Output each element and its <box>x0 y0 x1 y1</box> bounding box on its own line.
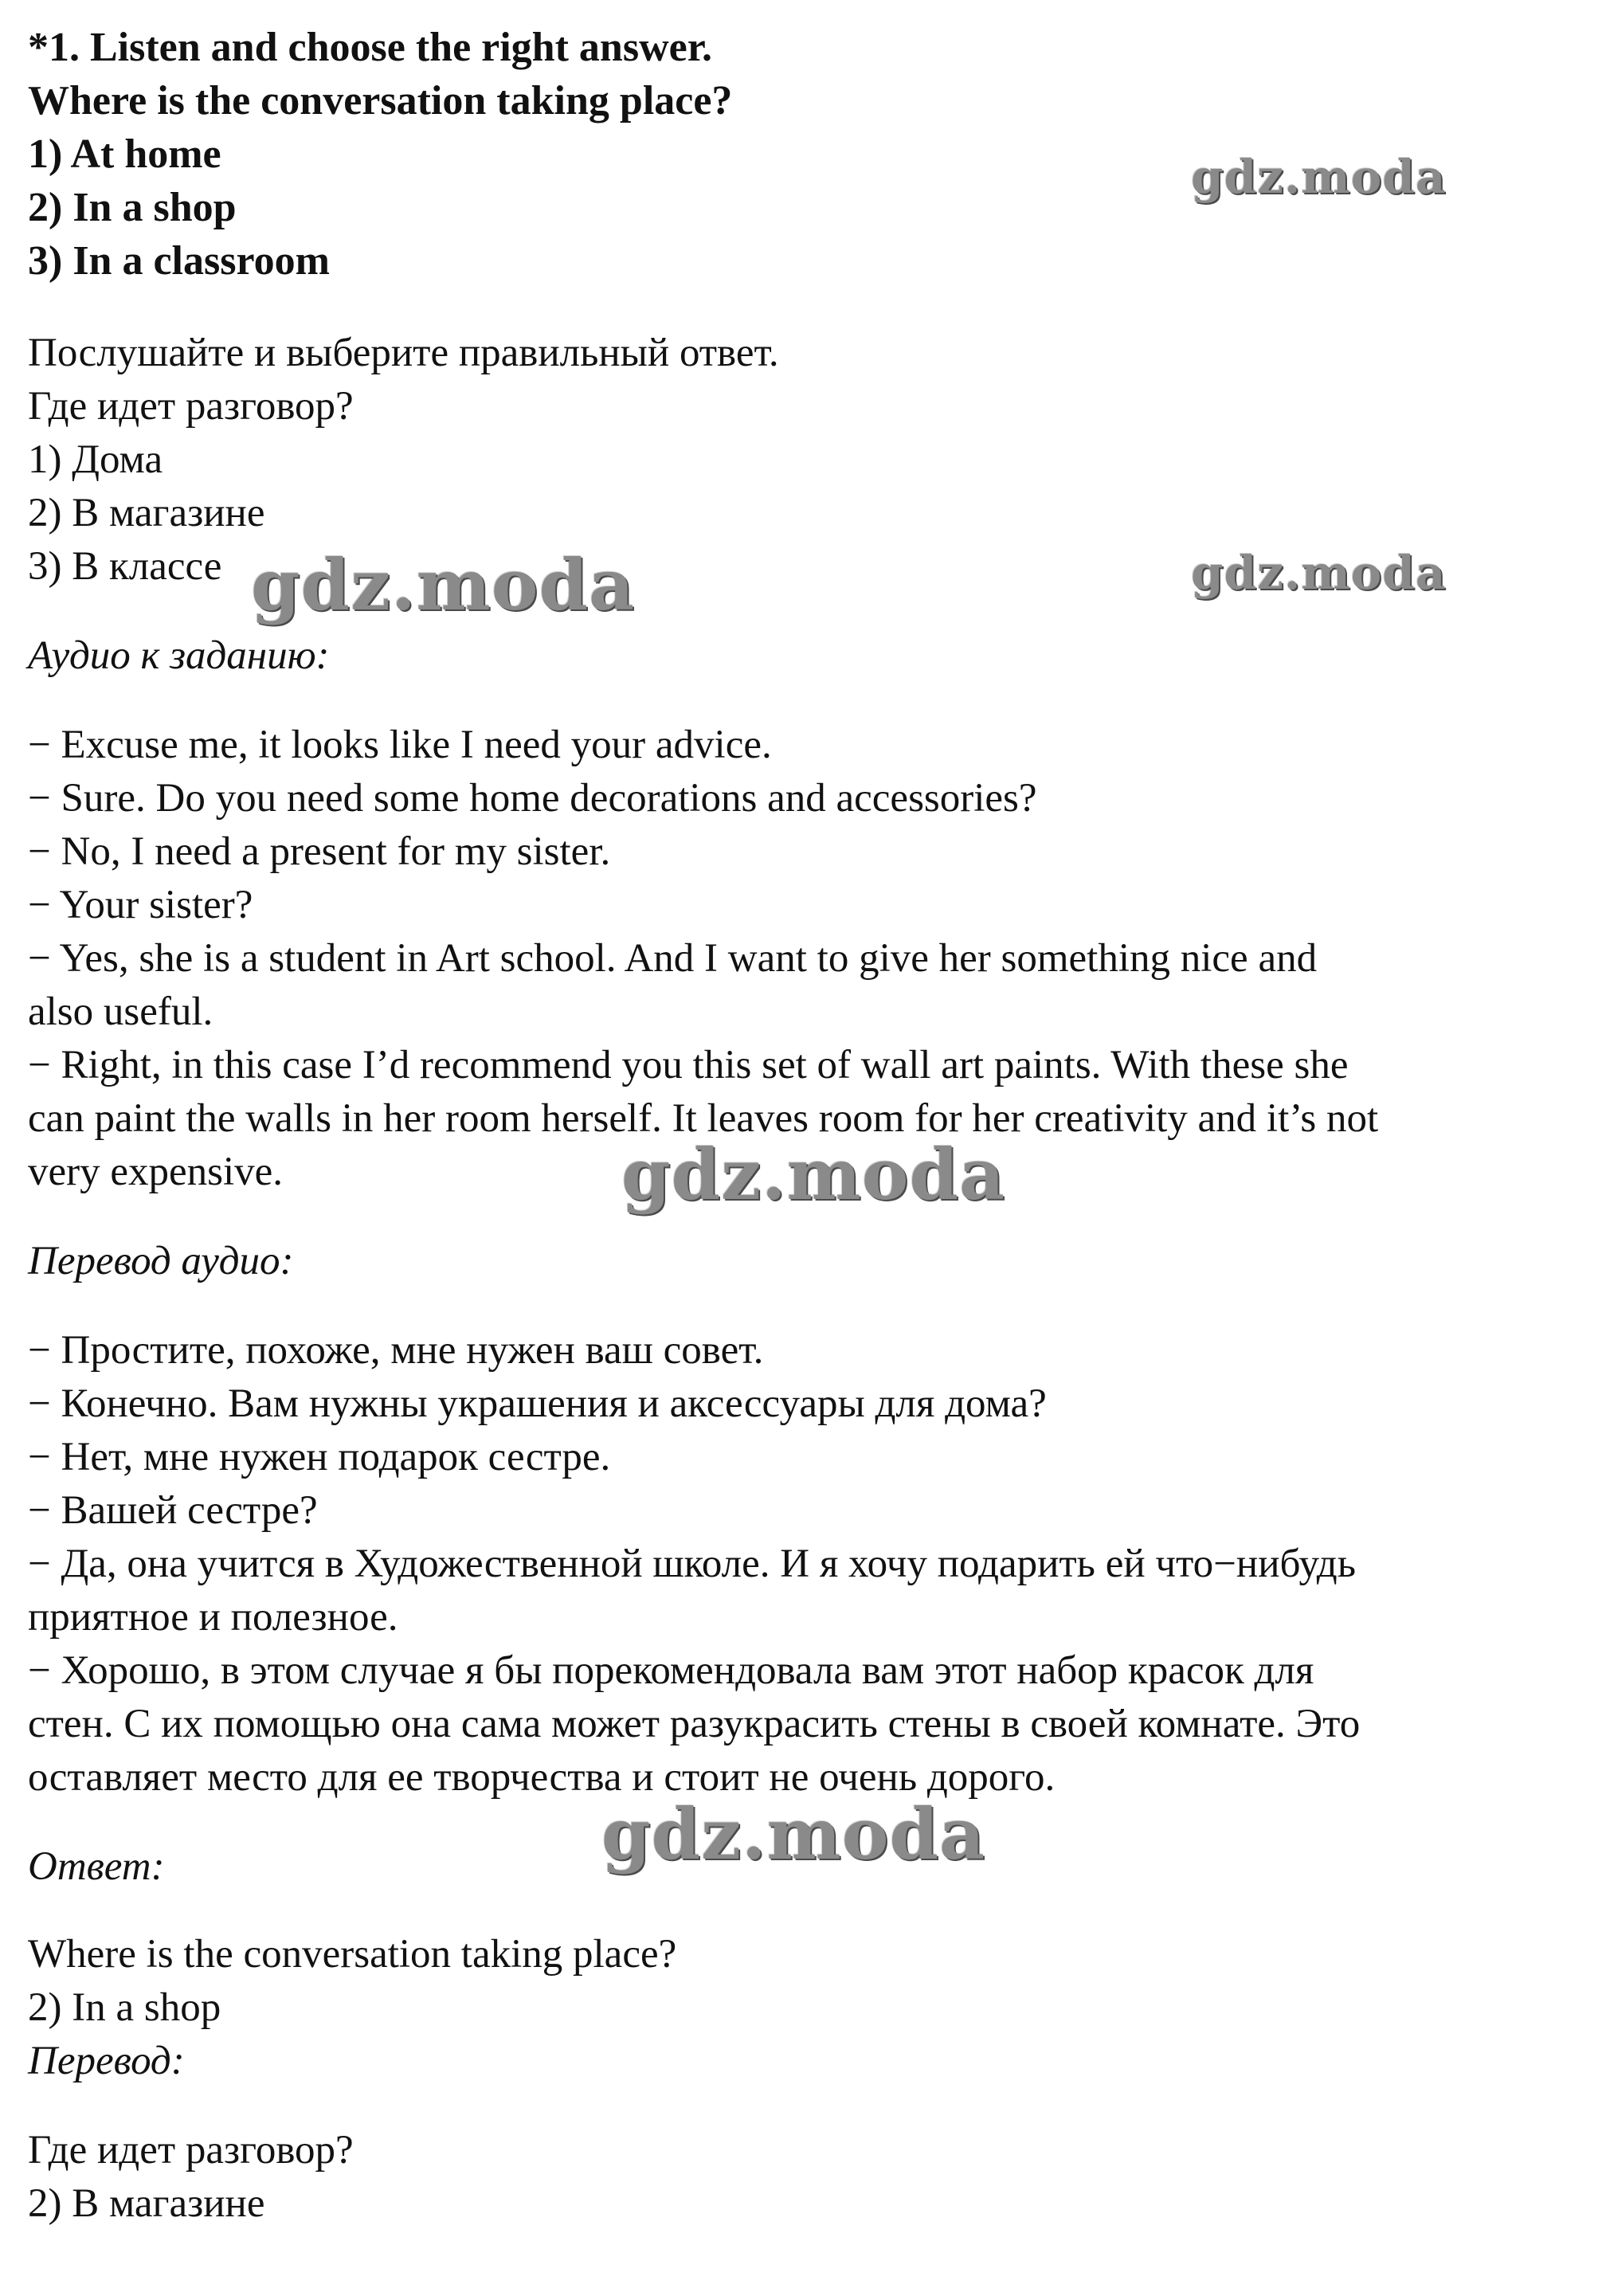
watermark: gdz.moda <box>251 543 636 626</box>
audio-translation-line: стен. С их помощью она сама может разукрасить стены в своей комнате. Это <box>28 1702 1361 1746</box>
translation-task-option-2: 2) В магазине <box>28 491 265 535</box>
task-question: Where is the conversation taking place? <box>28 78 733 123</box>
audio-line: − Excuse me, it looks like I need your advice. <box>28 723 772 767</box>
audio-line: − Yes, she is a student in Art school. And I want to give her something nice and <box>28 936 1318 981</box>
audio-translation-label: Перевод аудио: <box>28 1239 294 1283</box>
task-title: *1. Listen and choose the right answer. <box>28 25 713 70</box>
translation-task-question: Где идет разговор? <box>28 384 354 429</box>
watermark: gdz.moda <box>621 1133 1006 1216</box>
audio-line: − Sure. Do you need some home decorations and accessories? <box>28 776 1037 821</box>
audio-translation-line: − Конечно. Вам нужны украшения и аксессуары для дома? <box>28 1381 1047 1426</box>
task-option-3: 3) In a classroom <box>28 238 330 284</box>
audio-translation-line: − Нет, мне нужен подарок сестре. <box>28 1435 611 1479</box>
watermark: gdz.moda <box>1191 546 1447 600</box>
answer-translation-value: 2) В магазине <box>28 2181 265 2226</box>
answer-translation-question: Где идет разговор? <box>28 2128 354 2173</box>
answer-translation-label: Перевод: <box>28 2039 185 2083</box>
audio-translation-line: − Хорошо, в этом случае я бы порекомендовала вам этот набор красок для <box>28 1648 1314 1693</box>
translation-task-option-1: 1) Дома <box>28 437 163 482</box>
audio-translation-line: приятное и полезное. <box>28 1595 398 1640</box>
audio-line: − No, I need a present for my sister. <box>28 829 611 874</box>
audio-line: − Right, in this case I’d recommend you this set of wall art paints. With these she <box>28 1043 1349 1087</box>
answer-value: 2) In a shop <box>28 1985 221 2030</box>
audio-label: Аудио к заданию: <box>28 633 330 678</box>
answer-question: Where is the conversation taking place? <box>28 1932 677 1977</box>
audio-translation-line: − Простите, похоже, мне нужен ваш совет. <box>28 1328 764 1373</box>
audio-translation-line: − Вашей сестре? <box>28 1488 318 1533</box>
audio-translation-line: оставляет место для ее творчества и стоит не очень дорого. <box>28 1755 1056 1800</box>
answer-label: Ответ: <box>28 1844 165 1889</box>
watermark: gdz.moda <box>1191 150 1447 204</box>
watermark: gdz.moda <box>601 1793 986 1875</box>
translation-task-title: Послушайте и выберите правильный ответ. <box>28 331 779 375</box>
task-option-2: 2) In a shop <box>28 185 237 230</box>
task-option-1: 1) At home <box>28 131 221 177</box>
audio-translation-line: − Да, она учится в Художественной школе. И я хочу подарить ей что−нибудь <box>28 1542 1356 1586</box>
translation-task-option-3: 3) В классе <box>28 544 222 589</box>
audio-line: can paint the walls in her room herself. It leaves room for her creativity and it’s not <box>28 1096 1379 1141</box>
audio-line: very expensive. <box>28 1150 284 1194</box>
audio-line: − Your sister? <box>28 883 253 927</box>
audio-line: also useful. <box>28 989 213 1034</box>
